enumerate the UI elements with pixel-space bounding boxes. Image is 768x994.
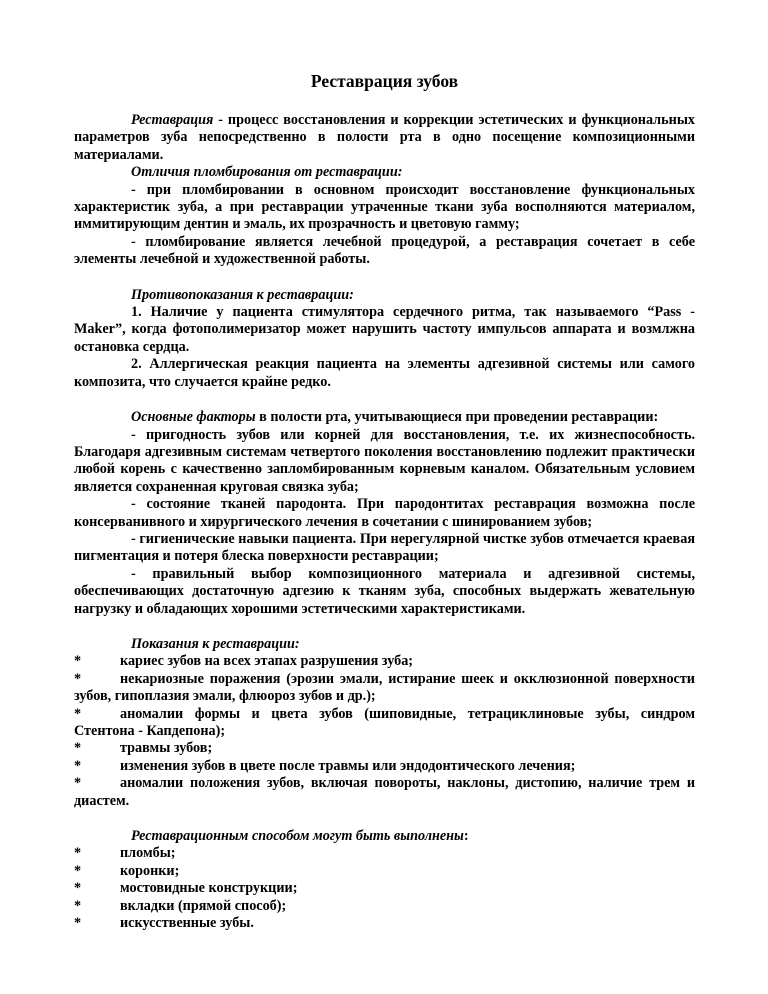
factors-item: - состояние тканей пародонта. При пародонтитах реставрация возможна после консерванивного и хирургического лечения в сочетании с шинированием зубов;: [74, 496, 695, 530]
bullet-star: *: [74, 775, 82, 792]
indications-heading: Показания к реставрации:: [131, 635, 300, 652]
restorable-item: * искусственные зубы.: [74, 915, 254, 932]
factors-item: - пригодность зубов или корней для восстановления, т.е. их жизнеспособность. Благодаря адгезивным системам четвертого поколения восстановлению подлежит практически любой корень с качественно запломбированным корневым каналом. Обязательным условием является сохраненная круговая связка зуба;: [74, 426, 695, 495]
bullet-star: *: [74, 705, 82, 722]
indications-item: * аномалии формы и цвета зубов (шиповидные, тетрациклиновые зубы, синдром Стентона - Капдепона);: [74, 705, 695, 739]
page-title: Реставрация зубов: [310, 71, 459, 91]
spacer: [74, 618, 695, 636]
factors-item: - правильный выбор композиционного материала и адгезивной системы, обеспечивающих достаточную адгезию к тканям зуба, способных выдержать жевательную нагрузку и обладающих хорошими эстетическими характеристиками.: [74, 565, 695, 617]
intro-definition: - процесс восстановления и коррекции эстетических и функциональных параметров зуба непосредственно в полости рта в одно посещение композиционными материалами.: [74, 112, 695, 163]
intro-paragraph: [74, 112, 695, 164]
restorable-item: * пломбы;: [74, 845, 176, 862]
spacer: [74, 810, 695, 828]
factors-item: - гигиенические навыки пациента. При нерегулярной чистке зубов отмечается краевая пигментация и потеря блеска поверхности реставрации;: [74, 530, 695, 565]
contraindications-item: 2. Аллергическая реакция пациента на элементы адгезивной системы или самого композита, что случается крайне редко.: [74, 356, 695, 390]
contraindications-heading: Противопоказания к реставрации:: [131, 286, 354, 303]
bullet-star: *: [74, 897, 82, 914]
differences-item: - пломбирование является лечебной процедурой, а реставрация сочетает в себе элементы лечебной и художественной работы.: [74, 233, 695, 268]
differences-heading: Отличия пломбирования от реставрации:: [131, 164, 403, 181]
restorable-item: * мостовидные конструкции;: [74, 880, 298, 897]
restorable-heading: Реставрационным способом могут быть выполнены:: [131, 828, 469, 845]
restorable-item: * вкладки (прямой способ);: [74, 897, 287, 914]
spacer: [74, 269, 695, 287]
bullet-star: *: [74, 880, 82, 897]
bullet-star: *: [74, 653, 82, 670]
bullet-star: *: [74, 915, 82, 932]
differences-item: - при пломбировании в основном происходит восстановление функциональных характеристик зуба, а при реставрации утраченные ткани зуба восполняются материалом, иммитирующим дентин и эмаль, их прозрачность и цветовую гамму;: [74, 181, 695, 233]
intro-term: Реставрация: [131, 112, 214, 128]
indications-item: * травмы зубов;: [74, 740, 213, 757]
indications-item: * кариес зубов на всех этапах разрушения зуба;: [74, 653, 414, 670]
bullet-star: *: [74, 757, 82, 774]
document-body: [74, 112, 695, 932]
bullet-star: *: [74, 862, 82, 879]
restorable-item: * коронки;: [74, 862, 180, 879]
bullet-star: *: [74, 740, 82, 757]
indications-item: * аномалии положения зубов, включая повороты, наклоны, дистопию, наличие трем и диастем.: [74, 775, 695, 809]
spacer: [74, 391, 695, 409]
bullet-star: *: [74, 845, 82, 862]
factors-heading: Основные факторы в полости рта, учитывающиеся при проведении реставрации:: [131, 409, 659, 426]
indications-item: * изменения зубов в цвете после травмы или эндодонтического лечения;: [74, 757, 576, 774]
bullet-star: *: [74, 670, 82, 687]
indications-item: * некариозные поражения (эрозии эмали, истирание шеек и окклюзионной поверхности зубов, гипоплазия эмали, флюороз зубов и др.);: [74, 670, 695, 705]
contraindications-item: 1. Наличие у пациента стимулятора сердечного ритма, так называемого “Pass - Maker”, когда фотополимеризатор может нарушить частоту импульсов аппарата и возмлжна остановка сердца.: [74, 304, 695, 355]
